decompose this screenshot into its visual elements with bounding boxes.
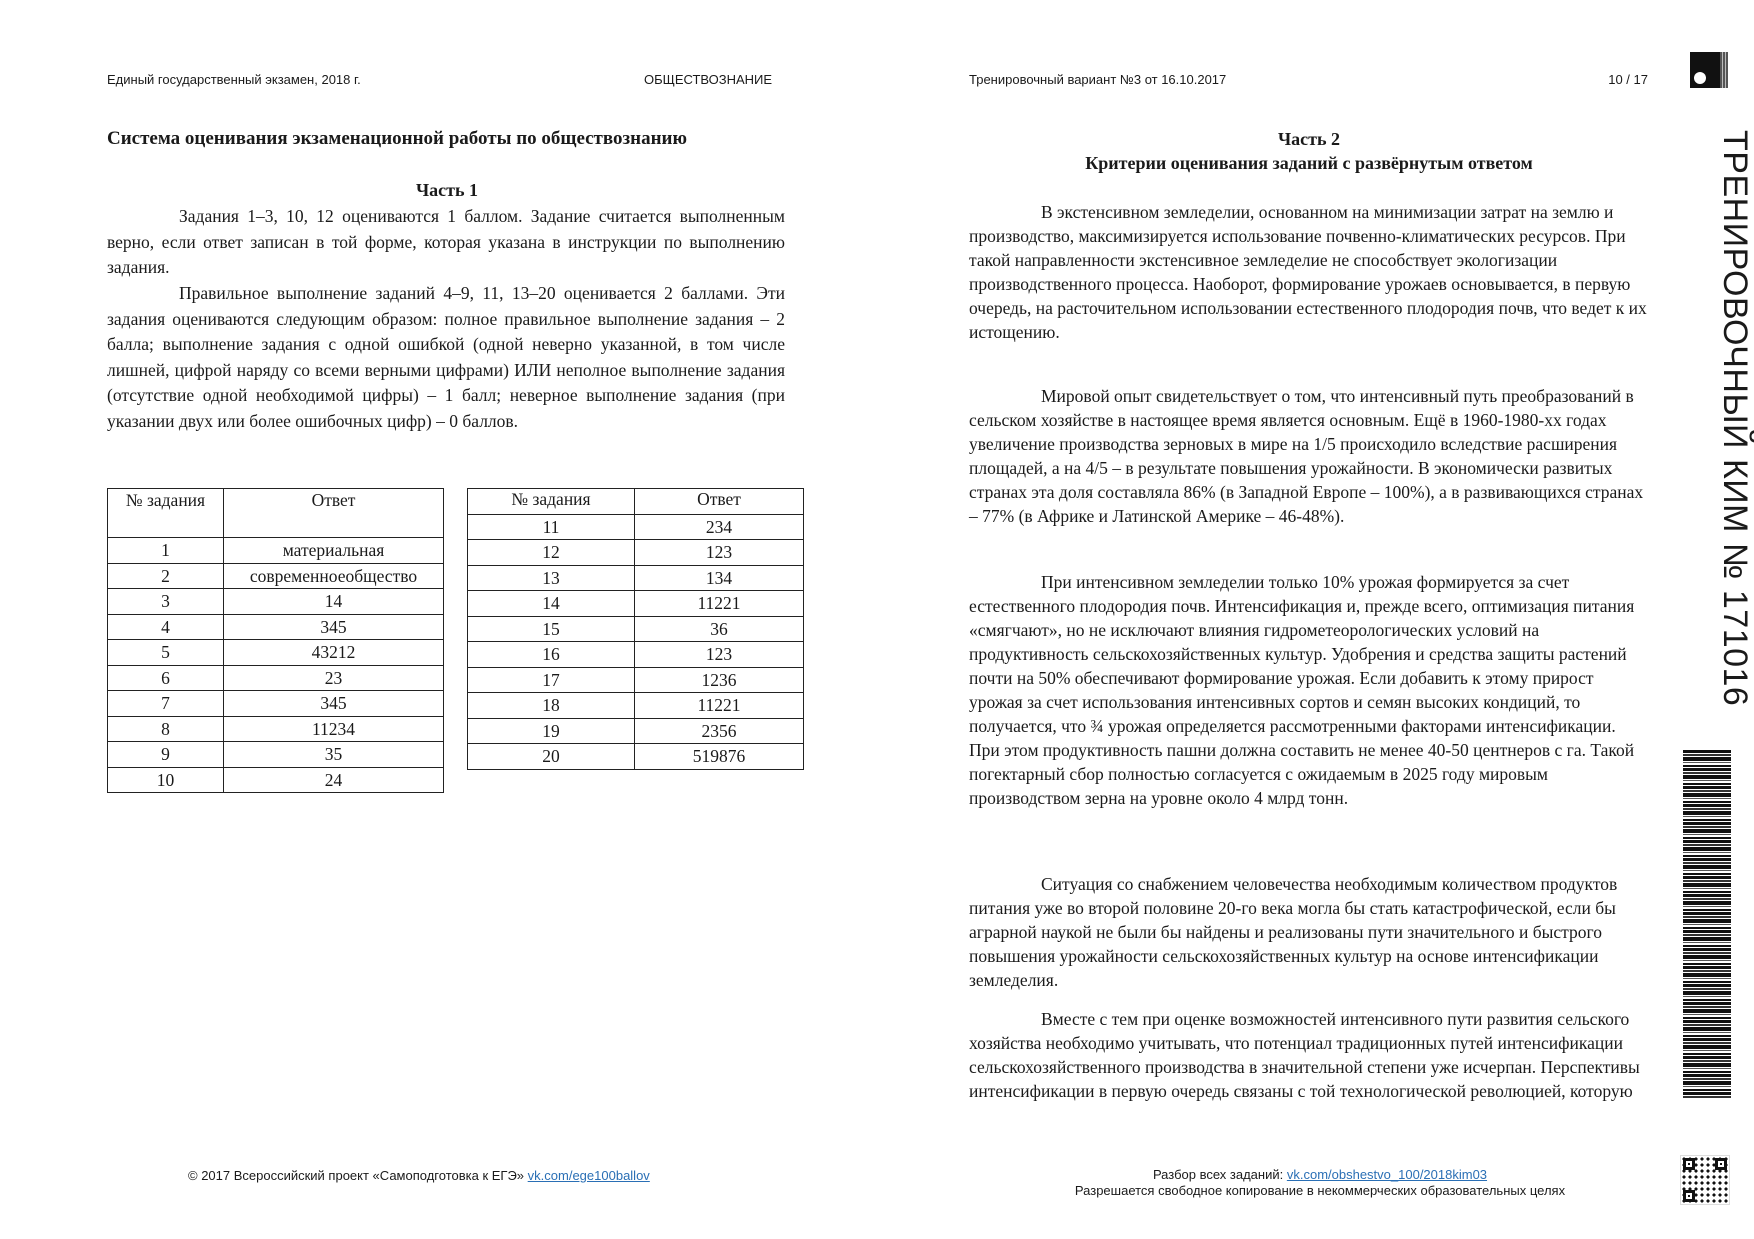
table-row xyxy=(108,640,444,666)
task-number-cell: 4 xyxy=(108,614,224,640)
part-2-paragraph-2 xyxy=(969,384,1647,528)
part-1-paragraph-1 xyxy=(107,204,785,281)
part-2-subtitle: Критерии оценивания заданий с развёрнутым ответом xyxy=(1085,153,1533,173)
column-header-answer: Ответ xyxy=(635,489,804,515)
right-footer xyxy=(1030,1167,1610,1199)
table-row xyxy=(108,767,444,793)
table-row xyxy=(108,691,444,717)
table-row xyxy=(468,591,804,617)
answer-cell: 519876 xyxy=(635,744,804,770)
answer-cell: 234 xyxy=(635,514,804,540)
table-row xyxy=(468,616,804,642)
task-number-cell: 10 xyxy=(108,767,224,793)
table-row xyxy=(468,693,804,719)
part-2-paragraph-4 xyxy=(969,872,1647,992)
answer-cell: материальная xyxy=(224,538,444,564)
answer-cell: современноеобщество xyxy=(224,563,444,589)
table-row xyxy=(108,538,444,564)
answer-cell: 11221 xyxy=(635,591,804,617)
exam-logo-stripe-icon xyxy=(1720,52,1728,88)
exam-logo-icon xyxy=(1690,52,1720,88)
table-row xyxy=(468,565,804,591)
column-header-answer: Ответ xyxy=(224,489,444,538)
left-footer xyxy=(188,1168,650,1183)
task-number-cell: 14 xyxy=(468,591,635,617)
answer-cell: 24 xyxy=(224,767,444,793)
task-number-cell: 3 xyxy=(108,589,224,615)
table-row xyxy=(468,744,804,770)
answer-cell: 2356 xyxy=(635,718,804,744)
answers-table-1 xyxy=(107,488,444,793)
page-title: Система оценивания экзаменационной работы по обществознанию xyxy=(107,128,688,149)
task-number-cell: 6 xyxy=(108,665,224,691)
table-row xyxy=(468,540,804,566)
answer-cell: 11221 xyxy=(635,693,804,719)
paragraph-text: В экстенсивном земледелии, основанном на минимизации затрат на землю и производство, максимизируется использование почвенно-климатических ресурсов. При такой направленности экстенсивное земледелие не способствует экологизации производственного процесса. Наоборот, формирование урожаев основывается, в первую очередь, на расточительном использовании естественного плодородия почв, что ведет к их истощению. xyxy=(969,202,1647,342)
task-number-cell: 16 xyxy=(468,642,635,668)
table-row xyxy=(108,589,444,615)
answer-cell: 123 xyxy=(635,642,804,668)
table-header-row xyxy=(468,489,804,515)
barcode-icon xyxy=(1683,750,1731,1098)
answer-cell: 36 xyxy=(635,616,804,642)
task-number-cell: 11 xyxy=(468,514,635,540)
table-row xyxy=(468,642,804,668)
footer-link-ege100ballov[interactable]: vk.com/ege100ballov xyxy=(527,1168,650,1183)
answer-cell: 123 xyxy=(635,540,804,566)
answer-cell: 14 xyxy=(224,589,444,615)
task-number-cell: 12 xyxy=(468,540,635,566)
task-number-cell: 19 xyxy=(468,718,635,744)
qr-code-icon xyxy=(1680,1155,1730,1205)
footer-analysis-label: Разбор всех заданий: xyxy=(1152,1167,1284,1182)
task-number-cell: 9 xyxy=(108,742,224,768)
table-row xyxy=(108,716,444,742)
task-number-cell: 1 xyxy=(108,538,224,564)
footer-copy-note: Разрешается свободное копирование в некоммерческих образовательных целях xyxy=(1074,1183,1566,1198)
answer-cell: 134 xyxy=(635,565,804,591)
table-header-row xyxy=(108,489,444,538)
part-2-paragraph-5 xyxy=(969,1007,1647,1103)
task-number-cell: 13 xyxy=(468,565,635,591)
paragraph-text: Вместе с тем при оценке возможностей интенсивного пути развития сельского хозяйства необходимо учитывать, что потенциал традиционных путей интенсификации сельскохозяйственного производства в значительной степени уже исчерпан. Перспективы интенсификации в первую очередь связаны с той технологической революцией, которую xyxy=(969,1009,1640,1101)
header-subject: ОБЩЕСТВОЗНАНИЕ xyxy=(644,72,773,87)
task-number-cell: 2 xyxy=(108,563,224,589)
answer-cell: 345 xyxy=(224,614,444,640)
task-number-cell: 7 xyxy=(108,691,224,717)
part-2-paragraph-3 xyxy=(969,570,1647,810)
answer-cell: 43212 xyxy=(224,640,444,666)
task-number-cell: 5 xyxy=(108,640,224,666)
column-header-task-number: № задания xyxy=(108,489,224,538)
paragraph-text: При интенсивном земледелии только 10% урожая формируется за счет естественного плодородия почв. Интенсификация и, прежде всего, оптимизация питания «смягчают», но не исключают влияния гидрометеорологических условий на продуктивность сельскохозяйственных культур. Удобрения и средства защиты растений почти на 50% обеспечивают формирование урожая. Если добавить к этому прирост урожая за счет использования интенсивных сортов и семян высоких кондиций, то получается, что ¾ урожая определяется рассмотренными факторами интенсификации. При этом продуктивность пашни должна составить не менее 40-50 центнеров с га. Такой погектарный сбор полностью согласуется с ожидаемым в 2025 году мировым производством зерна на уровне около 4 млрд тонн. xyxy=(969,572,1635,808)
copyright-text: © 2017 Всероссийский проект «Самоподготовка к ЕГЭ» xyxy=(188,1168,525,1183)
answers-table-2 xyxy=(467,488,804,770)
page-number: 10 / 17 xyxy=(1608,72,1648,87)
answer-cell: 1236 xyxy=(635,667,804,693)
task-number-cell: 15 xyxy=(468,616,635,642)
part-1-paragraph-2 xyxy=(107,281,785,434)
task-number-cell: 17 xyxy=(468,667,635,693)
answer-cell: 23 xyxy=(224,665,444,691)
task-number-cell: 18 xyxy=(468,693,635,719)
task-number-cell: 8 xyxy=(108,716,224,742)
part-1-title: Часть 1 xyxy=(415,180,479,200)
part-2-title: Часть 2 xyxy=(1277,129,1341,149)
table-row xyxy=(108,742,444,768)
table-row xyxy=(468,514,804,540)
table-row xyxy=(468,718,804,744)
footer-analysis-line xyxy=(1030,1167,1610,1183)
task-number-cell: 20 xyxy=(468,744,635,770)
paragraph-text: Ситуация со снабжением человечества необходимым количеством продуктов питания уже во второй половине 20-го века могла бы стать катастрофической, если бы аграрной наукой не были бы найдены и реализованы пути значительного и быстрого повышения урожайности сельскохозяйственных культур на основе интенсификации земледелия. xyxy=(969,874,1618,990)
paragraph-text: Правильное выполнение заданий 4–9, 11, 13–20 оценивается 2 баллами. Эти задания оцениваются следующим образом: полное правильное выполнение задания – 2 балла; выполнение задания с одной ошибкой (одной неверно указанной, в том числе лишней, цифрой наряду со всеми верными цифрами) ИЛИ неполное выполнение задания (отсутствие одной необходимой цифры) – 1 балл; неверное выполнение задания (при указании двух или более ошибочных цифр) – 0 баллов. xyxy=(107,283,785,431)
part-2-paragraph-1 xyxy=(969,200,1647,344)
header-exam-name: Единый государственный экзамен, 2018 г. xyxy=(107,72,361,87)
table-row xyxy=(108,614,444,640)
header-variant: Тренировочный вариант №3 от 16.10.2017 xyxy=(969,72,1227,87)
answer-cell: 345 xyxy=(224,691,444,717)
paragraph-text: Мировой опыт свидетельствует о том, что интенсивный путь преобразований в сельском хозяйстве в настоящее время является основным. Ещё в 1960-1980-хх годах увеличение производства зерновых в мире на 1/5 происходило вследствие расширения площадей, а на 4/5 – в результате повышения урожайности. В экономически развитых странах эта доля составляла 86% (в Западной Европе – 100%), а в развивающихся странах – 77% (в Африке и Латинской Америке – 46-48%). xyxy=(969,386,1644,526)
answer-cell: 35 xyxy=(224,742,444,768)
table-row xyxy=(108,665,444,691)
answer-cell: 11234 xyxy=(224,716,444,742)
table-row xyxy=(108,563,444,589)
column-header-task-number: № задания xyxy=(468,489,635,515)
table-row xyxy=(468,667,804,693)
paragraph-text: Задания 1–3, 10, 12 оцениваются 1 баллом. Задание считается выполненным верно, если ответ записан в той форме, которая указана в инструкции по выполнению задания. xyxy=(107,206,785,277)
footer-link-obshestvo[interactable]: vk.com/obshestvo_100/2018kim03 xyxy=(1286,1167,1488,1182)
vertical-kim-title: ТРЕНИРОВОЧНЫЙ КИМ № 171016 xyxy=(1716,130,1754,707)
